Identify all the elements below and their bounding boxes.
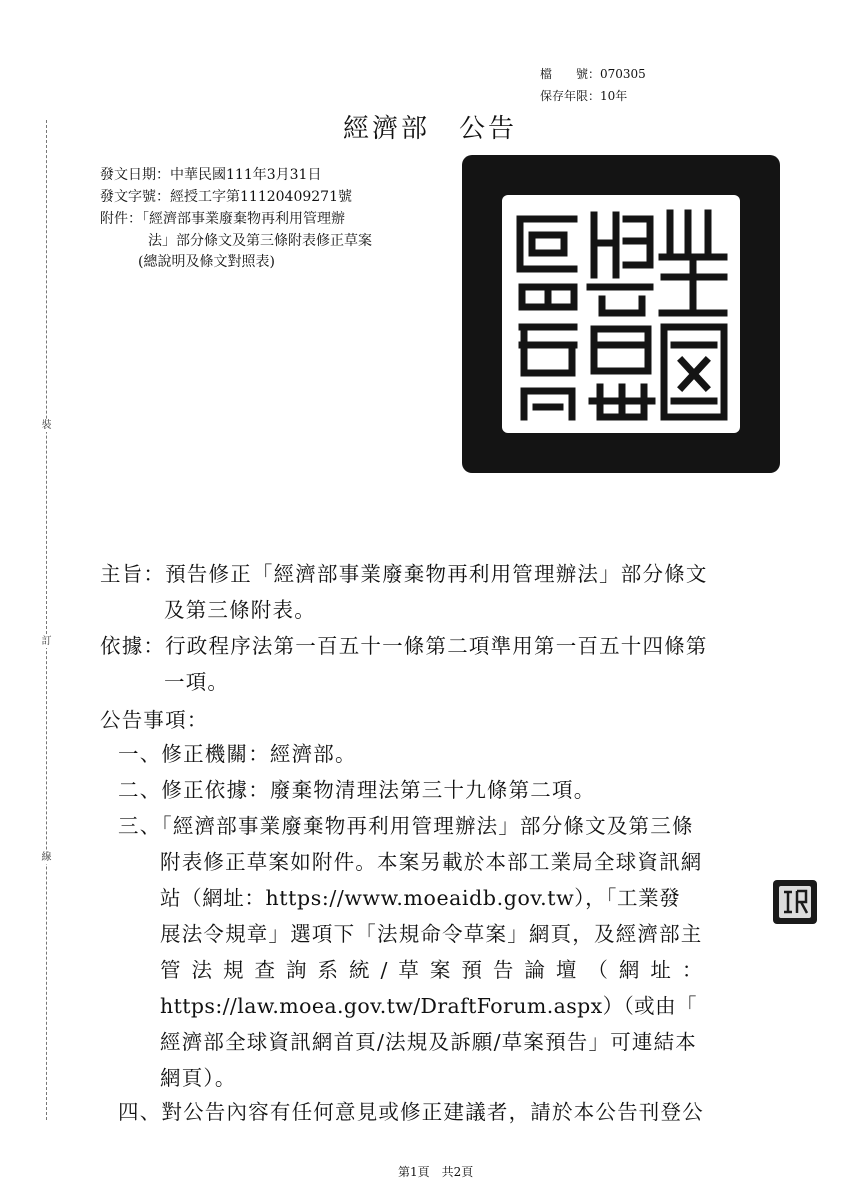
item-4-line-1: 四、對公告內容有任何意見或修正建議者，請於本公告刊登公 — [118, 1100, 704, 1124]
document-number: 發文字號：經授工字第11120409271號 — [100, 189, 352, 205]
item-3-line-4: 展法令規章」選項下「法規命令草案」網頁，及經濟部主 — [160, 922, 703, 946]
subject-line-1: 主旨：預告修正「經濟部事業廢棄物再利用管理辦法」部分條文 — [100, 562, 708, 586]
issue-date: 發文日期：中華民國111年3月31日 — [100, 167, 322, 183]
item-3-line-2: 附表修正草案如附件。本案另載於本部工業局全球資訊網 — [160, 850, 703, 874]
small-seal-stamp — [773, 880, 817, 924]
binding-mark-xian: 線 — [41, 852, 52, 863]
item-1: 一、修正機關：經濟部。 — [118, 742, 357, 766]
small-seal-glyphs — [779, 886, 811, 918]
item-3-line-3: 站（網址：https://www.moeaidb.gov.tw），「工業發 — [160, 886, 681, 910]
item-3-line-1: 三、「經濟部事業廢棄物再利用管理辦法」部分條文及第三條 — [118, 814, 694, 838]
official-seal — [462, 155, 780, 473]
page-number: 第1頁 共2頁 — [398, 1165, 474, 1179]
basis-line-2: 一項。 — [164, 670, 230, 694]
basis-line-1: 依據：行政程序法第一百五十一條第二項準用第一百五十四條第 — [100, 634, 708, 658]
item-3-line-8: 網頁）。 — [160, 1066, 237, 1090]
items-heading: 公告事項： — [100, 708, 209, 732]
seal-script-glyphs — [502, 195, 740, 433]
item-3-line-5: 管法規查詢系統/草案預告論壇（網址： — [160, 958, 714, 982]
attachment-line-1: 附件：「經濟部事業廢棄物再利用管理辦 — [100, 211, 345, 227]
item-3-line-6: https://law.moea.gov.tw/DraftForum.aspx）（或由「 — [160, 994, 697, 1018]
subject-line-2: 及第三條附表。 — [164, 598, 316, 622]
attachment-line-3: (總說明及條文對照表) — [138, 254, 275, 270]
item-2: 二、修正依據：廢棄物清理法第三十九條第二項。 — [118, 778, 596, 802]
file-number: 檔 號：070305 — [540, 67, 646, 81]
document-title: 經濟部 公告 — [343, 114, 518, 144]
binding-margin-line — [46, 120, 47, 1120]
item-3-line-7: 經濟部全球資訊網首頁/法規及訴願/草案預告」可連結本 — [160, 1030, 698, 1054]
binding-mark-ding: 訂 — [41, 636, 52, 647]
attachment-line-2: 法」部分條文及第三條附表修正草案 — [148, 233, 372, 249]
binding-mark-zhuang: 裝 — [41, 420, 52, 431]
retention-period: 保存年限：10年 — [540, 89, 628, 103]
